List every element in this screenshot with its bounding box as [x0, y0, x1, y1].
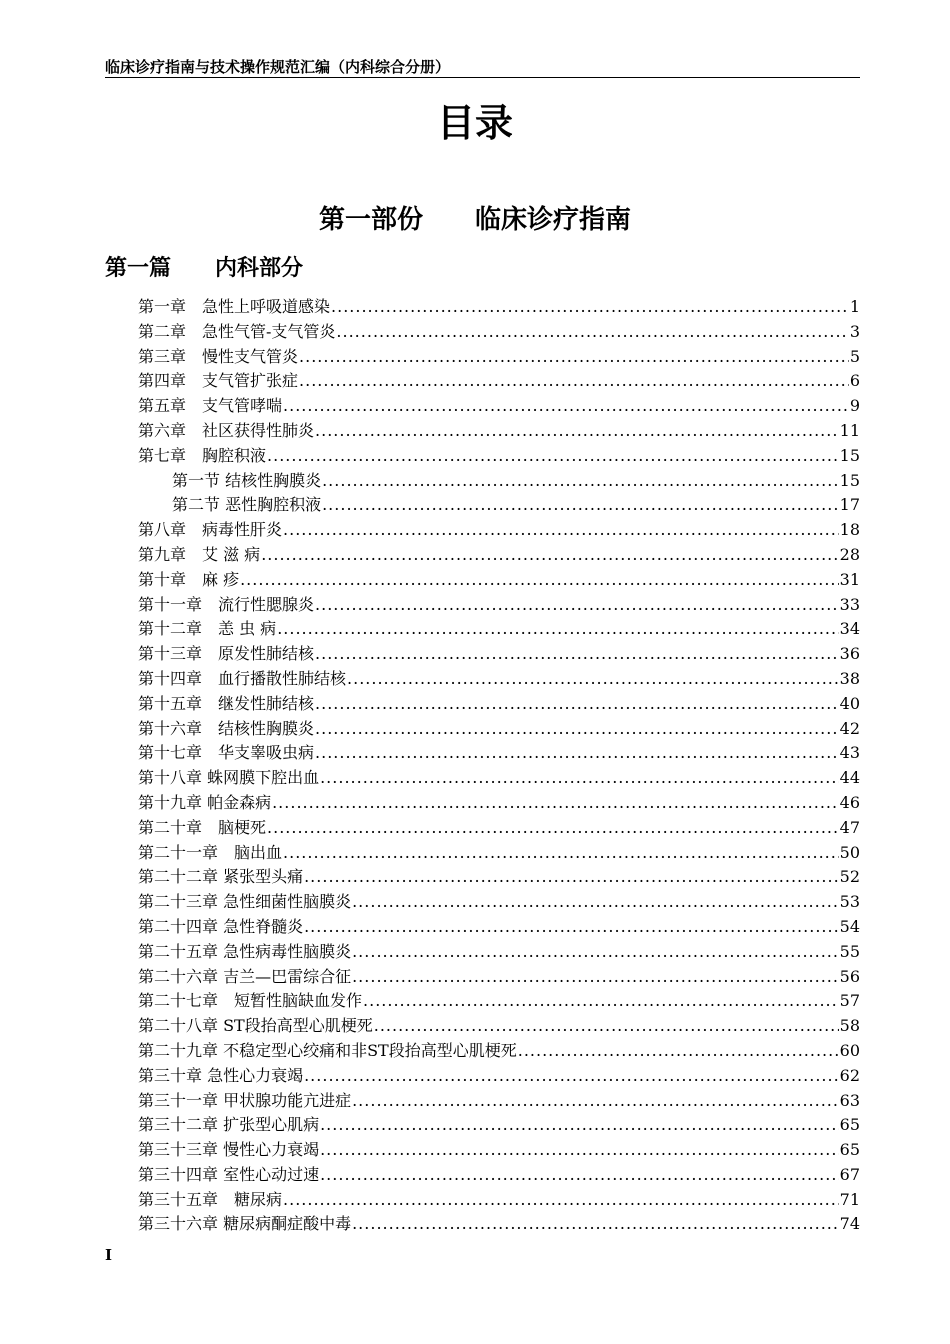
toc-entry[interactable]: [138, 717, 860, 742]
toc-entry-label: 第三十一章 甲状腺功能亢进症: [138, 1090, 352, 1110]
toc-entry-page: 5: [849, 346, 860, 366]
page-title: 目录: [436, 101, 513, 145]
toc-entry-page: 31: [839, 569, 860, 589]
section-title: 第一篇 内科部分: [105, 256, 304, 281]
toc-entry-label: 第二十八章 ST段抬高型心肌梗死: [138, 1016, 373, 1036]
toc-entry-page: 54: [839, 916, 860, 936]
toc-entry-label: 第十三章 原发性肺结核: [138, 644, 315, 664]
toc-entry-page: 9: [849, 396, 860, 416]
toc-entry-page: 67: [839, 1164, 860, 1184]
toc-entry[interactable]: [138, 1039, 860, 1064]
toc-entry[interactable]: [138, 1138, 860, 1163]
toc-entry-page: 56: [839, 966, 860, 986]
toc-entry-label: 第二十四章 急性脊髓炎: [138, 916, 304, 936]
toc-entry-label: 第二章 急性气管-支气管炎: [138, 321, 336, 341]
toc-entry[interactable]: [138, 1212, 860, 1237]
toc-leader-dots: [352, 940, 839, 965]
toc-entry-page: 11: [839, 420, 860, 440]
toc-entry[interactable]: [138, 444, 860, 469]
toc-entry-page: 71: [839, 1189, 860, 1209]
toc-leader-dots: [352, 890, 839, 915]
toc-entry-page: 15: [839, 445, 860, 465]
toc-entry-page: 28: [839, 544, 860, 564]
toc-entry-label: 第七章 胸腔积液: [138, 445, 267, 465]
toc-entry[interactable]: [138, 493, 860, 518]
toc-leader-dots: [320, 1138, 839, 1163]
toc-entry-label: 第三十二章 扩张型心肌病: [138, 1115, 320, 1135]
toc-leader-dots: [272, 791, 839, 816]
toc-entry-page: 18: [839, 520, 860, 540]
toc-leader-dots: [315, 593, 839, 618]
toc-entry[interactable]: [138, 642, 860, 667]
toc-entry-page: 50: [839, 842, 860, 862]
toc-entry-page: 36: [839, 644, 860, 664]
toc-leader-dots: [283, 1188, 839, 1213]
toc-entry-page: 58: [839, 1016, 860, 1036]
toc-entry[interactable]: [138, 419, 860, 444]
toc-entry-label: 第二十一章 脑出血: [138, 842, 283, 862]
toc-entry-label: 第十二章 恙 虫 病: [138, 619, 277, 639]
toc-entry-page: 15: [839, 470, 860, 490]
toc-entry[interactable]: [138, 518, 860, 543]
toc-leader-dots: [315, 717, 839, 742]
toc-entry-label: 第十七章 华支睾吸虫病: [138, 743, 315, 763]
toc-entry-label: 第十章 麻 疹: [138, 569, 240, 589]
toc-leader-dots: [315, 419, 839, 444]
toc-entry-label: 第十四章 血行播散性肺结核: [138, 668, 347, 688]
toc-entry-page: 33: [839, 594, 860, 614]
toc-entry-label: 第八章 病毒性肝炎: [138, 520, 283, 540]
toc-entry-page: 42: [839, 718, 860, 738]
toc-leader-dots: [304, 865, 839, 890]
toc-entry-label: 第六章 社区获得性肺炎: [138, 420, 315, 440]
part-title: 第一部份 临床诊疗指南: [318, 205, 631, 235]
toc-entry-label: 第三十四章 室性心动过速: [138, 1164, 320, 1184]
toc-entry[interactable]: [138, 568, 860, 593]
toc-entry-label: 第三章 慢性支气管炎: [138, 346, 299, 366]
toc-entry-page: 46: [839, 792, 860, 812]
toc-entry-page: 44: [839, 768, 860, 788]
toc-leader-dots: [261, 543, 838, 568]
toc-entry[interactable]: [138, 841, 860, 866]
toc-entry-page: 53: [839, 892, 860, 912]
toc-entry-label: 第十六章 结核性胸膜炎: [138, 718, 315, 738]
toc-entry[interactable]: [138, 940, 860, 965]
toc-entry-page: 57: [839, 991, 860, 1011]
toc-leader-dots: [347, 667, 839, 692]
toc-leader-dots: [240, 568, 839, 593]
toc-leader-dots: [322, 469, 839, 494]
toc-leader-dots: [320, 766, 839, 791]
toc-leader-dots: [518, 1039, 839, 1064]
toc-entry-label: 第二节 恶性胸腔积液: [172, 495, 322, 515]
toc-leader-dots: [283, 518, 839, 543]
toc-entry-page: 34: [839, 619, 860, 639]
toc-leader-dots: [352, 965, 839, 990]
toc-entry-page: 74: [839, 1214, 860, 1234]
toc-leader-dots: [283, 394, 849, 419]
toc-entry[interactable]: [138, 965, 860, 990]
toc-entry[interactable]: [138, 890, 860, 915]
toc-entry-page: 52: [839, 867, 860, 887]
toc-entry-label: 第三十章 急性心力衰竭: [138, 1065, 304, 1085]
toc-leader-dots: [336, 320, 848, 345]
toc-entry-label: 第十一章 流行性腮腺炎: [138, 594, 315, 614]
toc-entry[interactable]: [138, 1188, 860, 1213]
toc-leader-dots: [299, 345, 849, 370]
toc-entry-page: 6: [849, 371, 860, 391]
toc-entry[interactable]: [138, 1064, 860, 1089]
toc-entry-label: 第二十六章 吉兰—巴雷综合征: [138, 966, 352, 986]
toc-leader-dots: [304, 915, 839, 940]
toc-leader-dots: [352, 1212, 839, 1237]
toc-leader-dots: [320, 1163, 839, 1188]
toc-entry[interactable]: [138, 1014, 860, 1039]
toc-entry-label: 第三十五章 糖尿病: [138, 1189, 283, 1209]
toc-entry[interactable]: [138, 345, 860, 370]
header-divider: [105, 77, 860, 78]
toc-entry[interactable]: [138, 394, 860, 419]
toc-leader-dots: [267, 816, 839, 841]
toc-entry-label: 第二十章 脑梗死: [138, 817, 267, 837]
toc-leader-dots: [315, 741, 839, 766]
toc-entry-page: 55: [839, 941, 860, 961]
toc-entry-page: 65: [839, 1140, 860, 1160]
toc-entry-label: 第三十六章 糖尿病酮症酸中毒: [138, 1214, 352, 1234]
toc-leader-dots: [331, 295, 849, 320]
running-header-title: 临床诊疗指南与技术操作规范汇编（内科综合分册）: [105, 58, 451, 76]
toc-entry[interactable]: [138, 791, 860, 816]
toc-entry-page: 3: [849, 321, 860, 341]
toc-leader-dots: [320, 1113, 839, 1138]
toc-entry[interactable]: [138, 692, 860, 717]
toc-leader-dots: [283, 841, 839, 866]
toc-entry[interactable]: [138, 766, 860, 791]
toc-entry-page: 47: [839, 817, 860, 837]
toc-entry[interactable]: [138, 617, 860, 642]
toc-leader-dots: [374, 1014, 839, 1039]
toc-leader-dots: [363, 989, 839, 1014]
toc-entry-label: 第二十九章 不稳定型心绞痛和非ST段抬高型心肌梗死: [138, 1040, 517, 1060]
toc-entry[interactable]: [138, 320, 860, 345]
toc-entry[interactable]: [138, 469, 860, 494]
toc-entry[interactable]: [138, 989, 860, 1014]
toc-entry[interactable]: [138, 741, 860, 766]
toc-leader-dots: [322, 493, 839, 518]
toc-entry-page: 60: [839, 1040, 860, 1060]
toc-entry[interactable]: [138, 1089, 860, 1114]
toc-entry-label: 第十八章 蛛网膜下腔出血: [138, 768, 320, 788]
toc-leader-dots: [299, 369, 849, 394]
toc-entry-page: 17: [839, 495, 860, 515]
toc-entry[interactable]: [138, 667, 860, 692]
toc-entry-page: 65: [839, 1115, 860, 1135]
toc-entry-label: 第二十五章 急性病毒性脑膜炎: [138, 941, 352, 961]
toc-leader-dots: [277, 617, 838, 642]
toc-entry-page: 38: [839, 668, 860, 688]
toc-leader-dots: [267, 444, 839, 469]
page-number: I: [105, 1246, 113, 1264]
toc-entry-label: 第五章 支气管哮喘: [138, 396, 283, 416]
toc-entry-label: 第一章 急性上呼吸道感染: [138, 297, 331, 316]
toc-entry-label: 第四章 支气管扩张症: [138, 371, 299, 391]
table-of-contents: [138, 295, 860, 1237]
toc-entry[interactable]: [138, 1163, 860, 1188]
toc-entry-page: 63: [839, 1090, 860, 1110]
toc-entry[interactable]: [138, 1113, 860, 1138]
toc-entry[interactable]: [138, 816, 860, 841]
toc-entry-label: 第十九章 帕金森病: [138, 792, 272, 812]
toc-entry-label: 第二十三章 急性细菌性脑膜炎: [138, 892, 352, 912]
toc-entry[interactable]: [138, 865, 860, 890]
toc-entry-label: 第二十七章 短暂性脑缺血发作: [138, 991, 363, 1011]
toc-entry[interactable]: [138, 593, 860, 618]
toc-entry[interactable]: [138, 543, 860, 568]
toc-entry[interactable]: [138, 295, 860, 320]
toc-entry-page: 62: [839, 1065, 860, 1085]
toc-entry-page: 1: [849, 297, 860, 316]
toc-entry-page: 43: [839, 743, 860, 763]
toc-entry[interactable]: [138, 915, 860, 940]
toc-entry[interactable]: [138, 369, 860, 394]
toc-leader-dots: [304, 1064, 839, 1089]
toc-entry-page: 40: [839, 693, 860, 713]
toc-leader-dots: [315, 642, 839, 667]
toc-entry-label: 第九章 艾 滋 病: [138, 544, 261, 564]
toc-entry-label: 第二十二章 紧张型头痛: [138, 867, 304, 887]
toc-entry-label: 第一节 结核性胸膜炎: [172, 470, 322, 490]
toc-entry-label: 第十五章 继发性肺结核: [138, 693, 315, 713]
toc-leader-dots: [315, 692, 839, 717]
toc-leader-dots: [352, 1089, 839, 1114]
toc-entry-label: 第三十三章 慢性心力衰竭: [138, 1140, 320, 1160]
